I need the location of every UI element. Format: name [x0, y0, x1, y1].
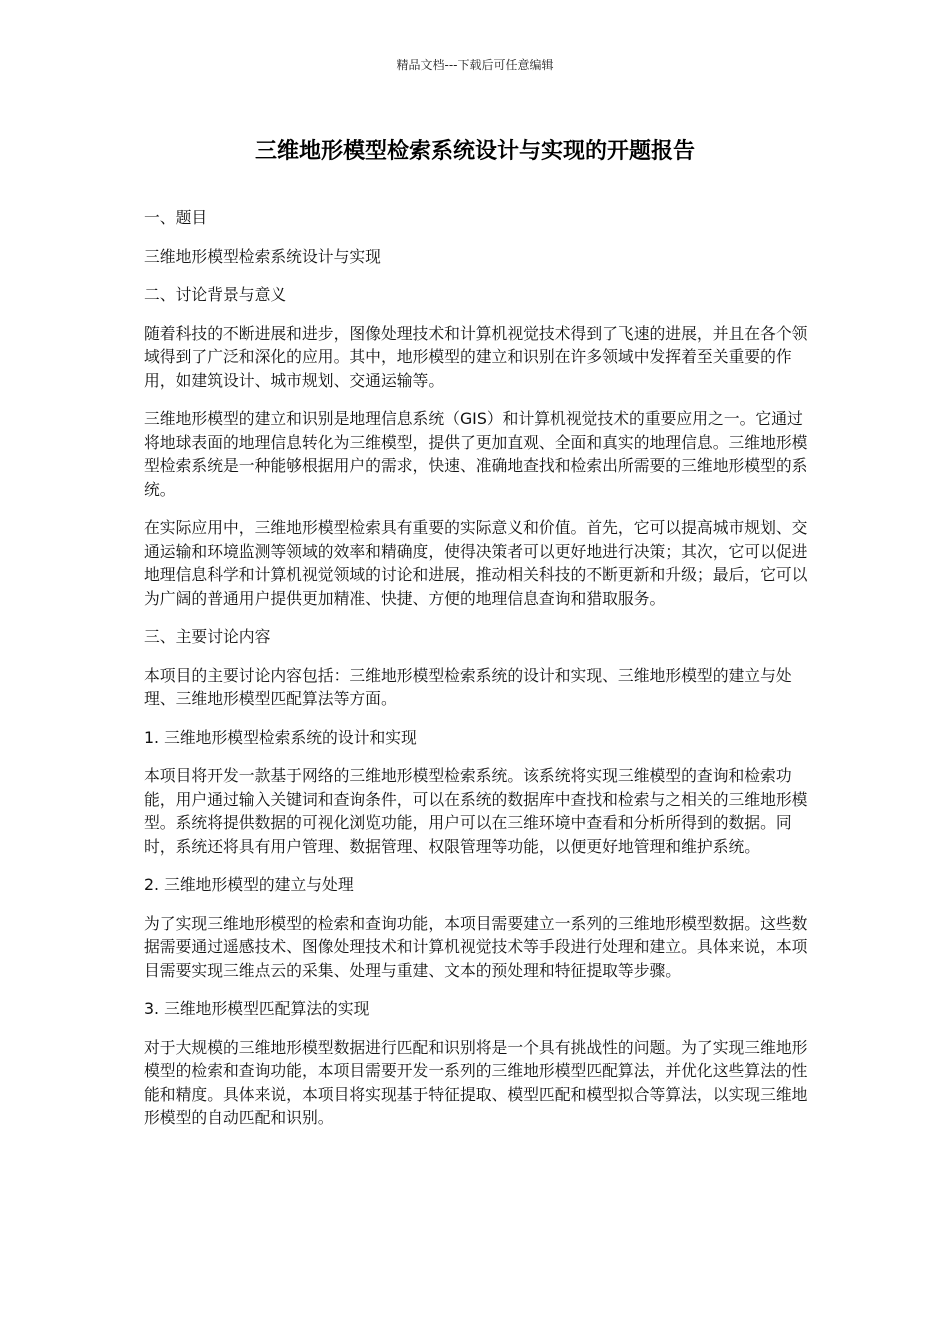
subsection-heading-2: 2. 三维地形模型的建立与处理 — [144, 875, 354, 894]
body-paragraph: 在实际应用中，三维地形模型检索具有重要的实际意义和价值。首先，它可以提高城市规划、交通运输和环境监测等领域的效率和精确度，使得决策者可以更好地进行决策；其次，它可以促进地理信息科学和计算机视觉领域的讨论和进展，推动相关科技的不断更新和升级；最后，它可以为广阔的普通用户提供更加精准、快捷、方便的地理信息查询和猎取服务。 — [144, 518, 808, 608]
body-paragraph: 为了实现三维地形模型的检索和查询功能，本项目需要建立一系列的三维地形模型数据。这些数据需要通过遥感技术、图像处理技术和计算机视觉技术等手段进行处理和建立。具体来说，本项目需要实现三维点云的采集、处理与重建、文本的预处理和特征提取等步骤。 — [144, 913, 808, 980]
body-paragraph: 三维地形模型的建立和识别是地理信息系统（GIS）和计算机视觉技术的重要应用之一。它通过将地球表面的地理信息转化为三维模型，提供了更加直观、全面和真实的地理信息。三维地形模型检索系统是一种能够根据用户的需求，快速、准确地查找和检索出所需要的三维地形模型的系统。 — [144, 409, 808, 499]
body-paragraph: 对于大规模的三维地形模型数据进行匹配和识别将是一个具有挑战性的问题。为了实现三维地形模型的检索和查询功能，本项目需要开发一系列的三维地形模型匹配算法，并优化这些算法的性能和精度。具体来说，本项目将实现基于特征提取、模型匹配和模型拟合等算法，以实现三维地形模型的自动匹配和识别。 — [144, 1037, 808, 1127]
document-title: 三维地形模型检索系统设计与实现的开题报告 — [254, 139, 695, 164]
subsection-heading-3: 3. 三维地形模型匹配算法的实现 — [144, 999, 370, 1018]
section-heading-research-content: 三、主要讨论内容 — [144, 627, 271, 646]
subsection-heading-1: 1. 三维地形模型检索系统的设计和实现 — [144, 727, 417, 747]
body-paragraph: 本项目的主要讨论内容包括：三维地形模型检索系统的设计和实现、三维地形模型的建立与处理、三维地形模型匹配算法等方面。 — [144, 665, 792, 708]
page-header-note: 精品文档---下载后可任意编辑 — [396, 58, 554, 72]
section-heading-topic: 一、题目 — [144, 208, 208, 227]
body-paragraph: 本项目将开发一款基于网络的三维地形模型检索系统。该系统将实现三维模型的查询和检索功能，用户通过输入关键词和查询条件，可以在系统的数据库中查找和检索与之相关的三维地形模型。系统将提供数据的可视化浏览功能，用户可以在三维环境中查看和分析所得到的数据。同时，系统还将具有用户管理、数据管理、权限管理等功能，以便更好地管理和维护系统。 — [144, 766, 808, 856]
section-heading-background: 二、讨论背景与意义 — [144, 285, 287, 304]
document-body — [144, 206, 808, 1145]
body-paragraph: 随着科技的不断进展和进步，图像处理技术和计算机视觉技术得到了飞速的进展，并且在各个领域得到了广泛和深化的应用。其中，地形模型的建立和识别在许多领域中发挥着至关重要的作用，如建筑设计、城市规划、交通运输等。 — [144, 323, 808, 390]
topic-text: 三维地形模型检索系统设计与实现 — [144, 246, 381, 266]
